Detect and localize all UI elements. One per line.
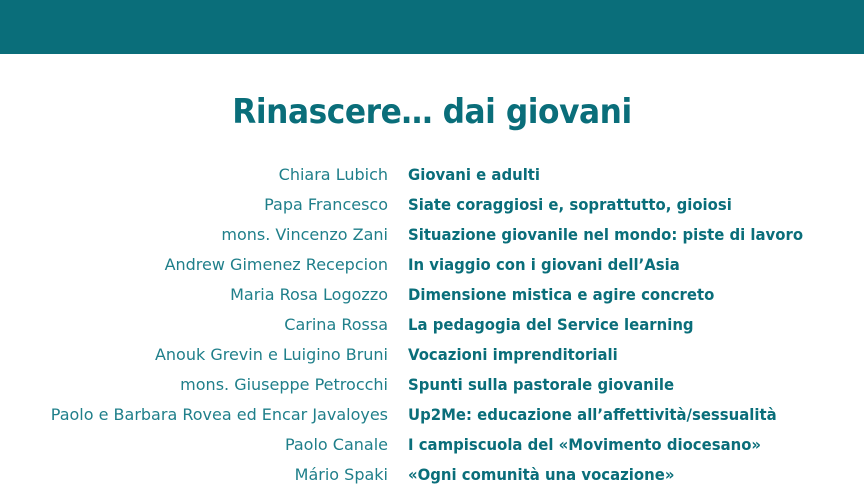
toc-author: Paolo e Barbara Rovea ed Encar Javaloyes xyxy=(50,405,388,424)
toc-article-title: Dimensione mistica e agire concreto xyxy=(408,285,715,304)
toc-author: Mário Spaki xyxy=(294,465,388,484)
toc-row xyxy=(0,250,864,280)
toc-article-title: Siate coraggiosi e, soprattutto, gioiosi xyxy=(408,195,732,214)
toc-article-title: Vocazioni imprenditoriali xyxy=(408,345,618,364)
toc-author: Maria Rosa Logozzo xyxy=(230,285,388,304)
toc-author: mons. Vincenzo Zani xyxy=(221,225,388,244)
toc-article-title: Spunti sulla pastorale giovanile xyxy=(408,375,675,394)
toc-article-title: I campiscuola del «Movimento diocesano» xyxy=(408,435,762,454)
toc-row xyxy=(0,370,864,400)
header-color-band xyxy=(0,0,864,54)
section-title: Rinascere… dai giovani xyxy=(232,92,632,132)
toc-row xyxy=(0,220,864,250)
toc-row xyxy=(0,400,864,430)
toc-article-title: Giovani e adulti xyxy=(408,165,541,184)
toc-article-title: Situazione giovanile nel mondo: piste di lavoro xyxy=(408,225,804,244)
toc-row xyxy=(0,310,864,340)
toc-article-title: Up2Me: educazione all’affettività/sessualità xyxy=(408,405,777,424)
table-of-contents xyxy=(0,160,864,486)
toc-article-title: La pedagogia del Service learning xyxy=(408,315,694,334)
toc-author: Chiara Lubich xyxy=(278,165,388,184)
toc-row xyxy=(0,340,864,370)
toc-author: Anouk Grevin e Luigino Bruni xyxy=(154,345,388,364)
toc-row xyxy=(0,160,864,190)
toc-row xyxy=(0,430,864,460)
toc-author: mons. Giuseppe Petrocchi xyxy=(180,375,388,394)
toc-article-title: «Ogni comunità una vocazione» xyxy=(408,465,675,484)
toc-author: Andrew Gimenez Recepcion xyxy=(164,255,388,274)
toc-author: Paolo Canale xyxy=(284,435,388,454)
toc-row xyxy=(0,460,864,486)
toc-author: Papa Francesco xyxy=(264,195,388,214)
toc-article-title: In viaggio con i giovani dell’Asia xyxy=(408,255,680,274)
toc-row xyxy=(0,280,864,310)
toc-row xyxy=(0,190,864,220)
toc-author: Carina Rossa xyxy=(284,315,388,334)
